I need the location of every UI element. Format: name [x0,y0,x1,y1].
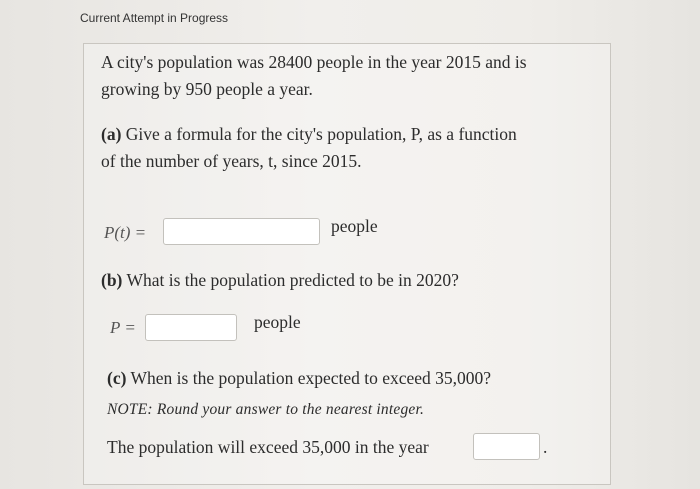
part-b-text: What is the population predicted to be in 2020? [126,270,459,290]
attempt-status-header: Current Attempt in Progress [80,11,229,25]
part-a-unit: people [331,216,378,236]
part-c-question [107,368,491,389]
part-a-answer-input[interactable] [163,218,320,245]
part-c-text: When is the population expected to exceed 35,000? [130,368,492,388]
part-b-answer-input[interactable] [145,314,237,341]
part-b-answer-label: P = [110,318,136,337]
intro-line-2: growing by 950 people a year. [101,79,313,99]
part-c-note: NOTE: Round your answer to the nearest integer. [107,401,425,418]
part-a-text-1: Give a formula for the city's population, P, as a function [125,124,517,144]
part-a-label: (a) [101,124,122,144]
part-b-question [101,270,459,291]
part-b-unit: people [254,312,301,332]
part-a-answer-label: P(t) = [104,223,147,242]
part-b-label: (b) [101,270,123,290]
part-a-question-line-2: of the number of years, t, since 2015. [101,151,362,171]
part-c-suffix: . [543,437,548,457]
intro-line-1: A city's population was 28400 people in the year 2015 and is [101,52,527,72]
part-c-answer-input[interactable] [473,433,540,460]
part-c-answer-prefix: The population will exceed 35,000 in the year [107,437,429,457]
part-c-label: (c) [107,368,127,388]
part-a-question-line-1 [101,124,517,145]
